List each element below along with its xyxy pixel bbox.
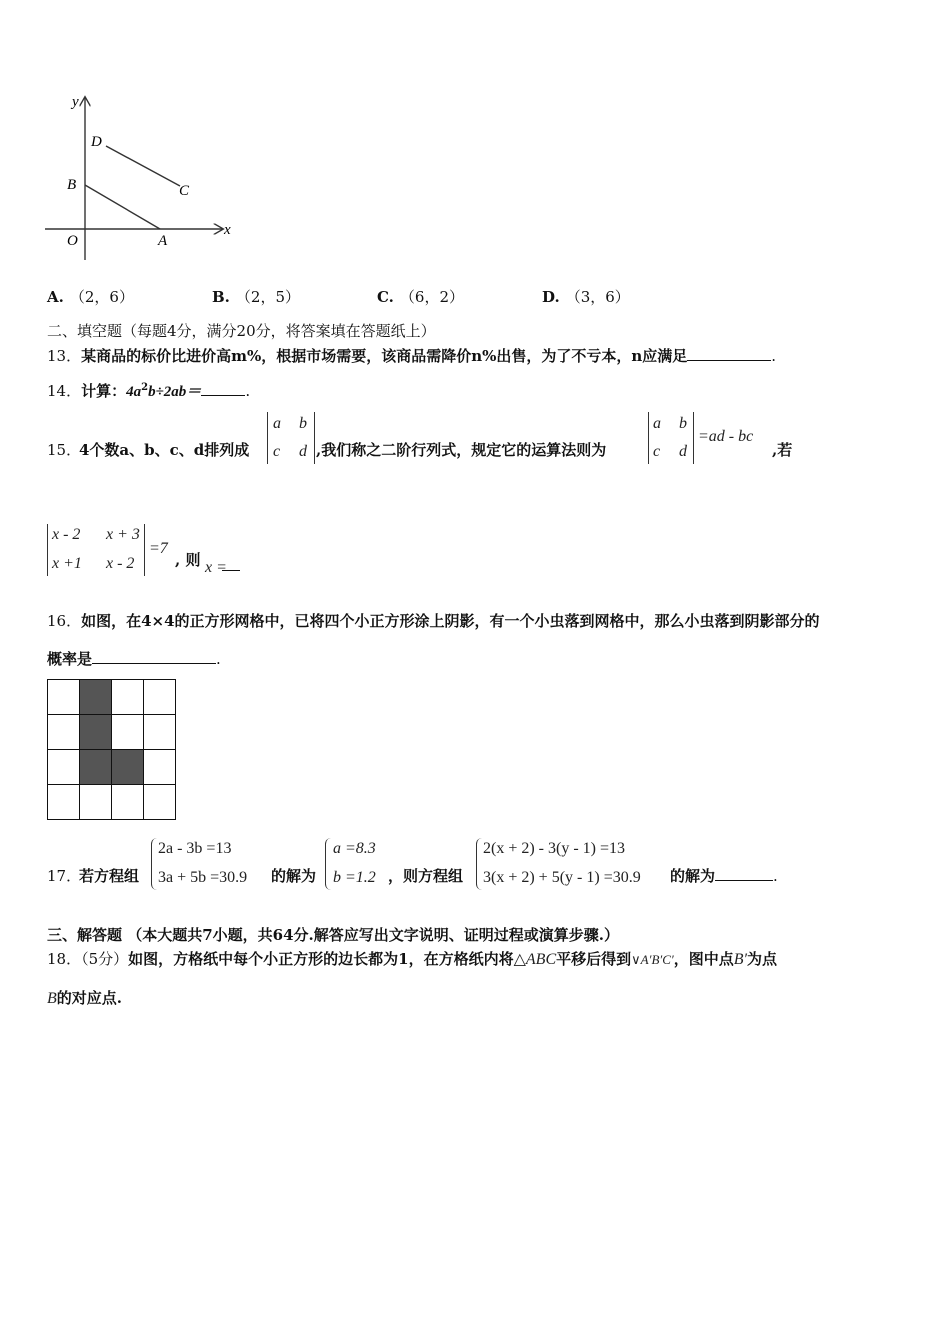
q17-num: 17．: [47, 867, 82, 885]
q15-text1: 4个数a、b、c、d排列成: [79, 441, 250, 459]
sol-b: b =1.2: [333, 869, 376, 886]
origin-label: O: [67, 233, 78, 249]
grid-cell: [79, 749, 112, 785]
q16: 16．如图，在4×4的正方形网格中，已将四个小正方形涂上阴影，有一个小虫落到网格中，那么小虫落到阴影部分的: [47, 612, 820, 630]
q15-text2: ,我们称之二阶行列式，规定它的运算法则为: [316, 441, 607, 459]
det3-c: x +1: [52, 555, 82, 572]
q13-answer-blank[interactable]: [687, 346, 771, 361]
grid-cell: [143, 679, 176, 715]
q15-then: , 则: [175, 551, 201, 569]
q18: 18．（5分）如图，方格纸中每个小正方形的边长都为1，在方格纸内将△ABC平移后得到∨A′B′C′，图中点B′为点: [47, 950, 778, 968]
q16-line2: 概率是 .: [47, 650, 221, 668]
grid-cell: [79, 714, 112, 750]
grid-cell: [143, 714, 176, 750]
det3-a: x - 2: [52, 526, 81, 543]
q14: 14．计算：$4a^2b\div 2ab=$ .: [47, 382, 251, 400]
q15-eq: =7: [149, 540, 168, 557]
det2-d: d: [679, 443, 687, 460]
q17-text1: 若方程组: [79, 867, 140, 885]
point-a-label: A: [158, 233, 168, 249]
grid-cell: [143, 749, 176, 785]
grid-cell: [79, 679, 112, 715]
grid-cell: [111, 679, 144, 715]
q15-xeq: x =: [205, 559, 227, 576]
grid-cell: [79, 784, 112, 820]
q14-answer-blank[interactable]: [201, 381, 245, 396]
q15-answer-blank[interactable]: [222, 556, 240, 571]
q15-num: 15．: [47, 441, 82, 459]
q15-rule: =ad - bc: [698, 428, 754, 445]
q16-answer-blank[interactable]: [92, 649, 216, 664]
square-grid: [47, 679, 175, 821]
det3-b: x + 3: [106, 526, 140, 543]
axis-y-label: y: [72, 94, 79, 110]
grid-cell: [47, 749, 80, 785]
det2-c: c: [653, 443, 661, 460]
grid-cell: [111, 714, 144, 750]
q18-line2: B的对应点.: [47, 989, 123, 1007]
option-d[interactable]: D. （3，6）: [542, 288, 630, 306]
q13: 13．某商品的标价比进价高m%，根据市场需要，该商品需降价n%出售，为了不亏本，n应满足 .: [47, 347, 777, 365]
det1-c: c: [273, 443, 281, 460]
segment-dc: [106, 146, 180, 186]
det2-b: b: [679, 415, 687, 432]
q17-text2: 的解为: [271, 867, 317, 885]
det1-b: b: [299, 415, 307, 432]
q17-tail: 的解为 .: [670, 867, 778, 885]
option-b[interactable]: B. （2，5）: [212, 288, 300, 306]
grid-cell: [143, 784, 176, 820]
axis-x-label: x: [224, 222, 231, 238]
det1-d: d: [299, 443, 307, 460]
sys2-eq1: 2(x + 2) - 3(y - 1) =13: [483, 840, 626, 857]
sys1-eq2: 3a + 5b =30.9: [158, 869, 248, 886]
point-d-label: D: [91, 134, 102, 150]
grid-cell: [47, 784, 80, 820]
det2-a: a: [653, 415, 661, 432]
sys1-eq1: 2a - 3b =13: [158, 840, 232, 857]
grid-cell: [47, 714, 80, 750]
section3-title: 三、解答题 （本大题共7小题，共64分.解答应写出文字说明、证明过程或演算步骤.）: [47, 926, 619, 944]
det3-d: x - 2: [106, 555, 135, 572]
det1-a: a: [273, 415, 281, 432]
sys2-eq2: 3(x + 2) + 5(y - 1) =30.9: [483, 869, 641, 886]
point-b-label: B: [67, 177, 77, 193]
grid-cell: [111, 784, 144, 820]
option-c[interactable]: C. （6，2）: [377, 288, 464, 306]
grid-cell: [47, 679, 80, 715]
coordinate-figure: [40, 90, 240, 265]
q17-text3: ，则方程组: [388, 867, 464, 885]
sol-a: a =8.3: [333, 840, 376, 857]
option-a[interactable]: A. （2，6）: [47, 288, 134, 306]
segment-ab: [85, 185, 160, 229]
q17-answer-blank[interactable]: [715, 866, 773, 881]
q15-text3: ,若: [772, 441, 793, 459]
section2-title: 二、填空题（每题4分，满分20分，将答案填在答题纸上）: [47, 322, 436, 340]
point-c-label: C: [179, 183, 190, 199]
grid-cell: [111, 749, 144, 785]
